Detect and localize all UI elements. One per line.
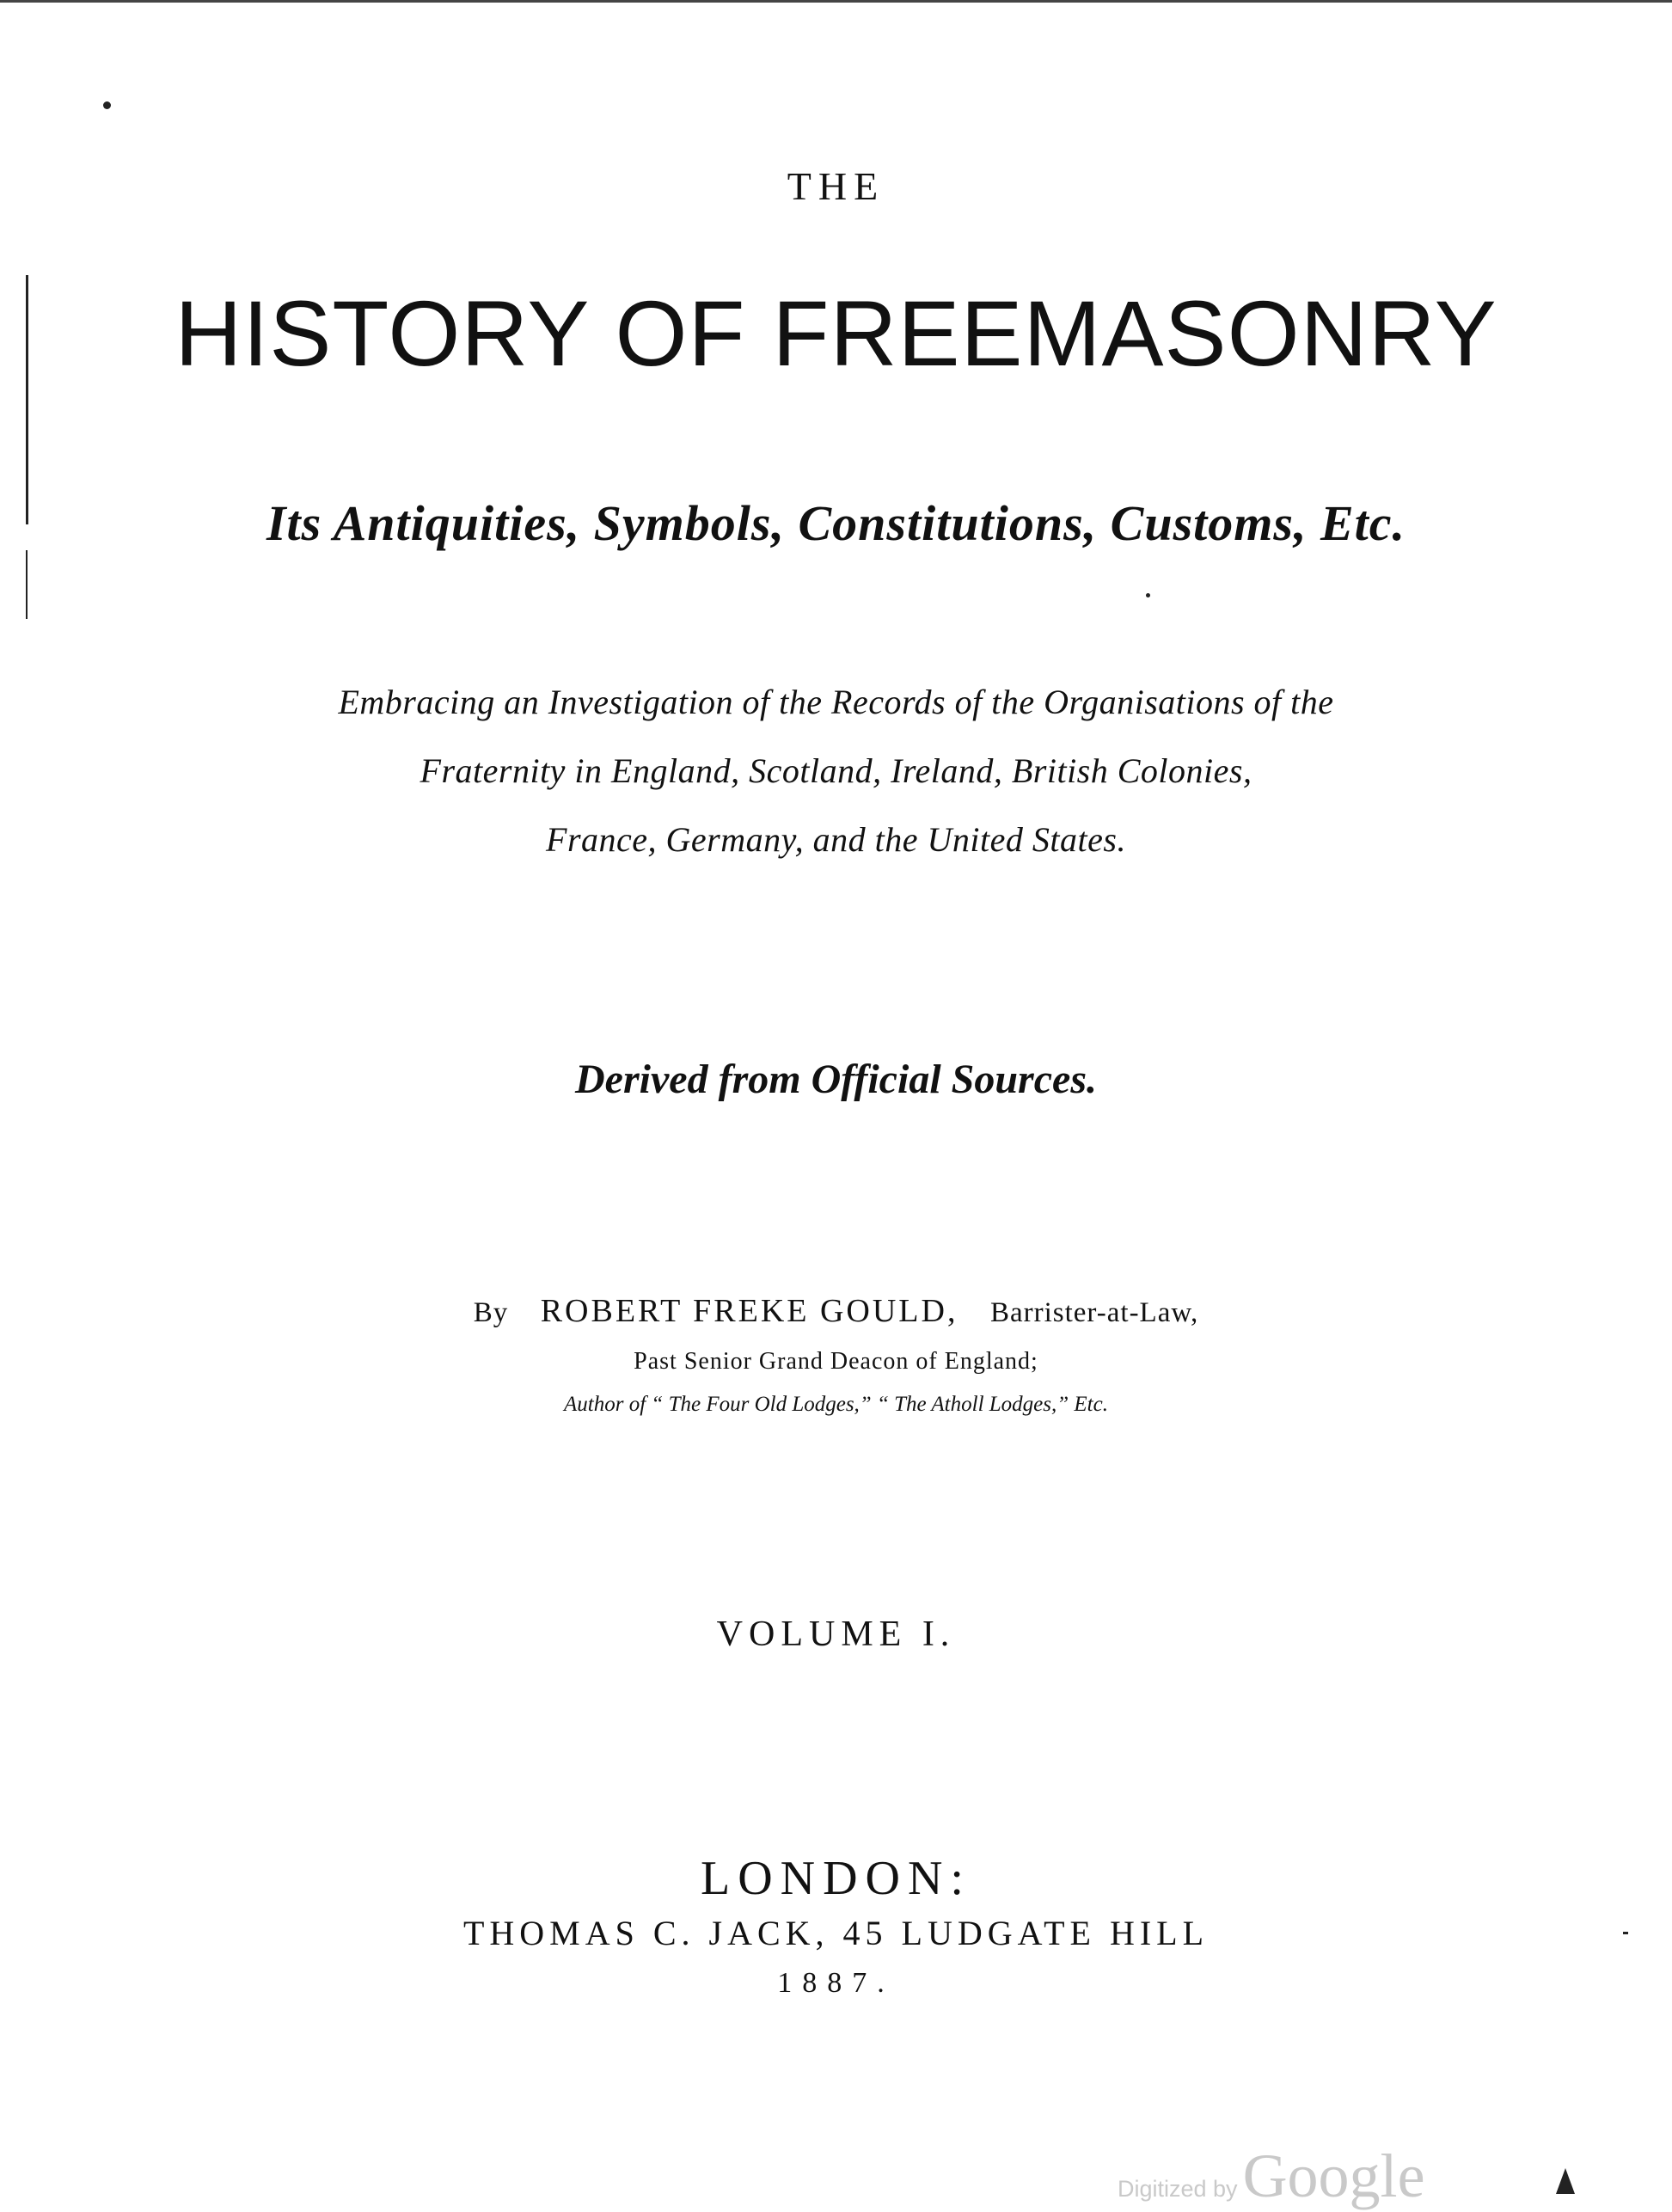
author-office: Past Senior Grand Deacon of England; <box>634 1348 1038 1375</box>
author-name: ROBERT FREKE GOULD, <box>540 1293 958 1329</box>
author-profession: Barrister-at-Law, <box>989 1297 1199 1328</box>
title-article: THE <box>787 164 885 208</box>
author-byline <box>0 1292 1672 1330</box>
scan-edge-mark <box>26 550 28 619</box>
description-line-1: Embracing an Investigation of the Records of the Organisations of the <box>338 683 1334 721</box>
book-subtitle: Its Antiquities, Symbols, Constitutions, Customs, Etc. <box>266 495 1406 551</box>
author-works: Author of “ The Four Old Lodges,” “ The Atholl Lodges,” Etc. <box>564 1393 1108 1416</box>
derived-from-sources: Derived from Official Sources. <box>574 1057 1098 1102</box>
scan-speck <box>1623 1932 1628 1934</box>
digitized-watermark <box>1118 2141 1425 2212</box>
volume-number: VOLUME I. <box>716 1615 956 1654</box>
scan-speck <box>1146 593 1150 597</box>
publication-year: 1887. <box>777 1967 895 1999</box>
book-title: HISTORY OF FREEMASONRY <box>175 281 1497 385</box>
google-logo: Google <box>1242 2142 1425 2210</box>
scan-corner-mark <box>1556 2168 1575 2194</box>
publisher-address: THOMAS C. JACK, 45 LUDGATE HILL <box>462 1914 1210 1952</box>
publication-city: LONDON: <box>701 1852 971 1905</box>
description-line-2: Fraternity in England, Scotland, Ireland, British Colonies, <box>420 751 1252 790</box>
by-word: By <box>473 1297 509 1328</box>
digitized-by-text: Digitized by <box>1118 2176 1238 2202</box>
scan-border-top <box>0 0 1672 3</box>
description-line-3: France, Germany, and the United States. <box>546 820 1126 859</box>
scan-edge-mark <box>26 275 28 524</box>
scan-speck <box>103 101 111 109</box>
